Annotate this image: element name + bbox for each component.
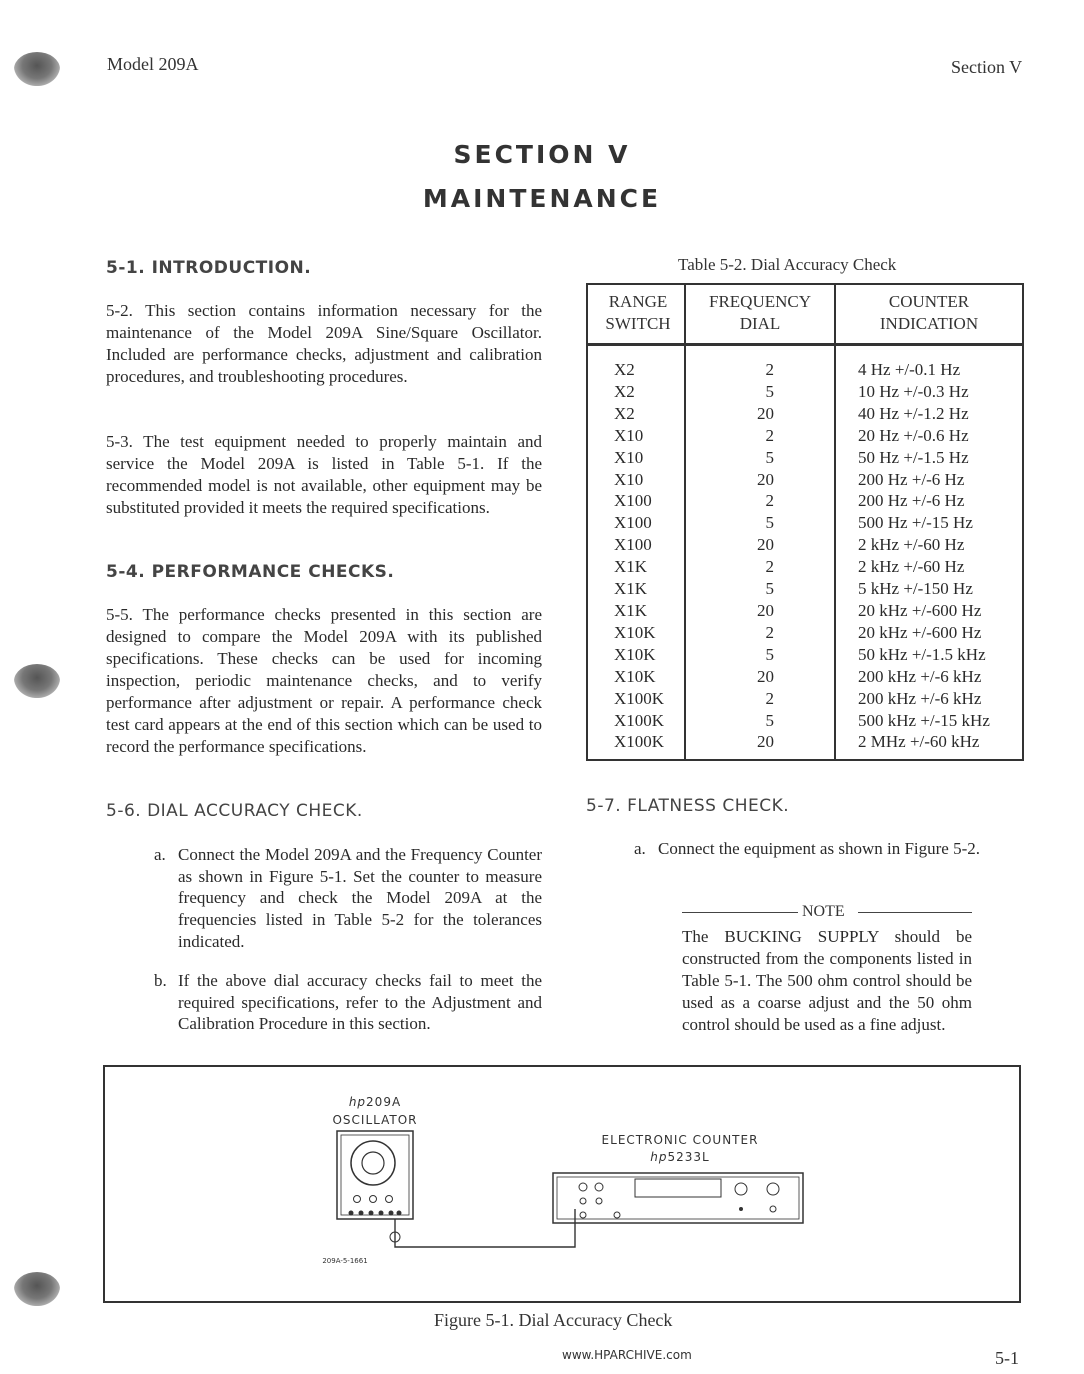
drawing-id: 209A-5-1661 bbox=[322, 1257, 368, 1265]
paragraph-5-2: 5-2. This section contains information necessary for the maintenance of the Model 209A Sine/Square Oscillator. Included are performance checks, adjustment and calibration procedures, and troubleshooting procedures. bbox=[106, 301, 542, 386]
note-rule-left bbox=[682, 912, 798, 913]
cell-counter-indication: 200 kHz +/-6 kHz bbox=[858, 688, 982, 708]
header-model: Model 209A bbox=[107, 54, 199, 74]
binder-hole-bottom bbox=[14, 1272, 60, 1306]
counter-brand: hp bbox=[650, 1150, 668, 1164]
column-frequency-dial bbox=[698, 359, 774, 753]
cell-frequency-dial: 2 bbox=[765, 360, 774, 379]
cell-range-switch: X10K bbox=[614, 644, 656, 664]
header-section: Section V bbox=[951, 57, 1023, 77]
heading-flatness-check: 5-7. FLATNESS CHECK. bbox=[586, 796, 790, 816]
figure-caption: Figure 5-1. Dial Accuracy Check bbox=[434, 1310, 673, 1330]
cell-counter-indication: 20 kHz +/-600 Hz bbox=[858, 622, 982, 642]
column-range-switch bbox=[614, 359, 664, 753]
cell-counter-indication: 4 Hz +/-0.1 Hz bbox=[858, 360, 961, 379]
list-marker: a. bbox=[154, 845, 166, 864]
cell-frequency-dial: 5 bbox=[765, 579, 774, 599]
cell-counter-indication: 200 Hz +/-6 Hz bbox=[858, 491, 965, 511]
figure-drawing bbox=[105, 1067, 1019, 1301]
heading-introduction: 5-1. INTRODUCTION. bbox=[106, 258, 312, 278]
cell-counter-indication: 5 kHz +/-150 Hz bbox=[858, 579, 973, 599]
page-number: 5-1 bbox=[995, 1348, 1019, 1368]
cell-frequency-dial: 20 bbox=[757, 403, 774, 423]
oscillator-label: OSCILLATOR bbox=[332, 1113, 418, 1127]
table-caption: Table 5-2. Dial Accuracy Check bbox=[678, 255, 897, 274]
oscillator-drawing bbox=[337, 1131, 413, 1219]
paragraph-5-3: 5-3. The test equipment needed to properly maintain and service the Model 209A is listed in Table 5-1. If the recommended model is not available, other equipment may be substituted provided it meets the required specifications. bbox=[106, 432, 542, 517]
table-divider bbox=[834, 285, 836, 759]
cell-range-switch: X1K bbox=[614, 557, 648, 577]
binder-hole-middle bbox=[14, 664, 60, 698]
list-item-text: Connect the equipment as shown in Figure 5-2. bbox=[658, 839, 981, 858]
cell-range-switch: X2 bbox=[614, 403, 635, 423]
oscillator-model-label bbox=[325, 1095, 425, 1109]
cell-counter-indication: 20 Hz +/-0.6 Hz bbox=[858, 425, 969, 445]
cell-frequency-dial: 5 bbox=[765, 447, 774, 467]
cell-range-switch: X100K bbox=[614, 710, 665, 730]
cell-frequency-dial: 20 bbox=[757, 469, 774, 489]
cell-frequency-dial: 2 bbox=[765, 688, 774, 708]
cell-frequency-dial: 5 bbox=[765, 513, 774, 533]
counter-model-label bbox=[625, 1150, 735, 1164]
cell-range-switch: X100 bbox=[614, 535, 652, 555]
cell-range-switch: X100 bbox=[614, 491, 652, 511]
cell-frequency-dial: 20 bbox=[757, 666, 774, 686]
header-text: INDICATION bbox=[879, 314, 979, 333]
section-title: SECTION V bbox=[453, 140, 631, 169]
cell-frequency-dial: 20 bbox=[757, 732, 774, 752]
heading-dial-accuracy-check: 5-6. DIAL ACCURACY CHECK. bbox=[106, 801, 363, 821]
list-item-text: If the above dial accuracy checks fail to meet the required specifications, refer to the Adjustment and Calibration Procedure in this section. bbox=[178, 971, 542, 1034]
column-counter-indication bbox=[858, 359, 990, 753]
cell-range-switch: X100K bbox=[614, 732, 665, 752]
header-text: COUNTER bbox=[888, 292, 970, 311]
cell-range-switch: X10 bbox=[614, 447, 644, 467]
cell-frequency-dial: 2 bbox=[765, 622, 774, 642]
counter-drawing bbox=[553, 1173, 803, 1223]
cell-counter-indication: 500 kHz +/-15 kHz bbox=[858, 710, 990, 730]
binder-hole-top bbox=[14, 52, 60, 86]
header-text: RANGE bbox=[608, 292, 668, 311]
list-marker: a. bbox=[634, 839, 646, 858]
cell-counter-indication: 50 Hz +/-1.5 Hz bbox=[858, 447, 969, 467]
cell-range-switch: X100K bbox=[614, 688, 665, 708]
header-range-switch bbox=[592, 291, 684, 335]
cell-counter-indication: 200 kHz +/-6 kHz bbox=[858, 666, 982, 686]
cell-range-switch: X10K bbox=[614, 622, 656, 642]
cell-counter-indication: 2 kHz +/-60 Hz bbox=[858, 535, 965, 555]
cell-counter-indication: 200 Hz +/-6 Hz bbox=[858, 469, 965, 489]
table-divider bbox=[684, 285, 686, 759]
cell-frequency-dial: 5 bbox=[765, 381, 774, 401]
cell-frequency-dial: 20 bbox=[757, 535, 774, 555]
cell-range-switch: X10 bbox=[614, 425, 644, 445]
counter-model: 5233L bbox=[667, 1150, 710, 1164]
cell-range-switch: X10K bbox=[614, 666, 656, 686]
list-item-text: Connect the Model 209A and the Frequency Counter as shown in Figure 5-1. Set the counter to measure frequency and check the Model 209A at the frequencies listed in Table 5-2 for the tolerances indicated. bbox=[178, 845, 542, 951]
cell-counter-indication: 40 Hz +/-1.2 Hz bbox=[858, 403, 969, 423]
cell-counter-indication: 20 kHz +/-600 Hz bbox=[858, 600, 982, 620]
note-label: NOTE bbox=[802, 903, 845, 920]
cell-range-switch: X2 bbox=[614, 360, 635, 379]
connection-cable bbox=[395, 1209, 575, 1247]
cell-counter-indication: 500 Hz +/-15 Hz bbox=[858, 513, 973, 533]
figure-5-1-box bbox=[103, 1065, 1021, 1303]
table-header-rule bbox=[588, 343, 1022, 346]
section-subtitle: MAINTENANCE bbox=[422, 184, 662, 213]
cell-range-switch: X10 bbox=[614, 469, 644, 489]
flatness-item-a bbox=[634, 838, 1024, 884]
cell-counter-indication: 10 Hz +/-0.3 Hz bbox=[858, 381, 969, 401]
header-frequency-dial bbox=[686, 291, 834, 335]
header-counter-indication bbox=[836, 291, 1022, 335]
cell-counter-indication: 50 kHz +/-1.5 kHz bbox=[858, 644, 986, 664]
oscillator-model: 209A bbox=[366, 1095, 402, 1109]
cell-range-switch: X2 bbox=[614, 381, 635, 401]
cell-frequency-dial: 5 bbox=[765, 644, 774, 664]
cell-counter-indication: 2 MHz +/-60 kHz bbox=[858, 732, 980, 752]
oscillator-brand: hp bbox=[348, 1095, 367, 1109]
dial-accuracy-table bbox=[586, 283, 1024, 761]
heading-performance-checks: 5-4. PERFORMANCE CHECKS. bbox=[106, 562, 395, 582]
cell-frequency-dial: 20 bbox=[757, 600, 774, 620]
paragraph-5-5: 5-5. The performance checks presented in this section are designed to compare the Model 209A with its published specifications. These checks can be used for incoming inspection, periodic maintenance checks, and to verify performance after adjustment or repair. A performance check test card appears at the end of this section which can be used to record the performance specifications. bbox=[106, 605, 542, 756]
note-rule-right bbox=[858, 912, 972, 913]
note-text: The BUCKING SUPPLY should be constructed from the components listed in Table 5-1. The 500 ohm control should be used as a coarse adjust and the 50 ohm control should be used as a fine adjust. bbox=[682, 927, 972, 1034]
footer-website: www.HPARCHIVE.com bbox=[562, 1348, 692, 1362]
header-text: SWITCH bbox=[605, 314, 671, 333]
cell-range-switch: X1K bbox=[614, 600, 648, 620]
header-text: DIAL bbox=[739, 314, 781, 333]
list-item-b bbox=[154, 970, 542, 1060]
list-marker: b. bbox=[154, 971, 167, 990]
cell-frequency-dial: 2 bbox=[765, 425, 774, 445]
cell-frequency-dial: 2 bbox=[765, 491, 774, 511]
cell-frequency-dial: 5 bbox=[765, 710, 774, 730]
cell-frequency-dial: 2 bbox=[765, 557, 774, 577]
header-text: FREQUENCY bbox=[708, 292, 811, 311]
cell-counter-indication: 2 kHz +/-60 Hz bbox=[858, 557, 965, 577]
cell-range-switch: X1K bbox=[614, 579, 648, 599]
counter-label: ELECTRONIC COUNTER bbox=[601, 1133, 759, 1147]
cell-range-switch: X100 bbox=[614, 513, 652, 533]
list-item-a bbox=[154, 844, 542, 954]
